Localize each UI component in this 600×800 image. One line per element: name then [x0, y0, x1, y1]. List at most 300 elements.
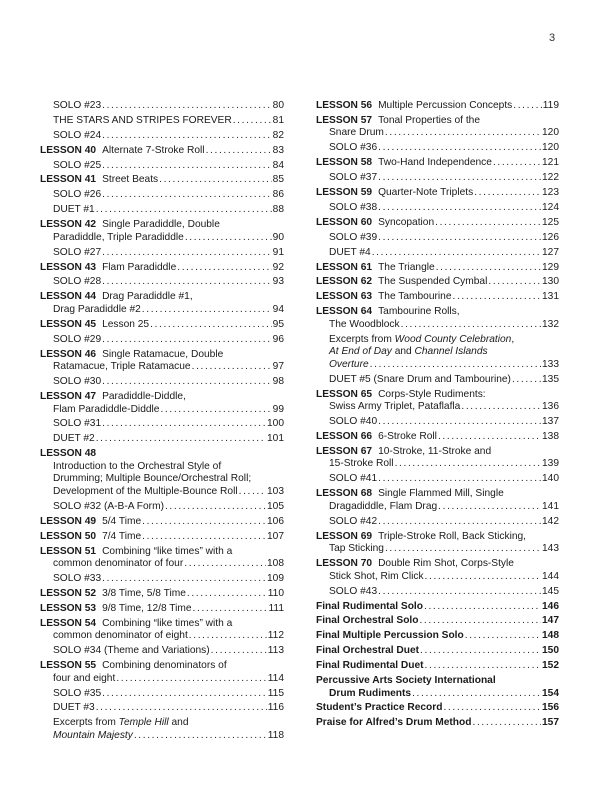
toc-entry[interactable]	[316, 115, 559, 140]
page-ref: 133	[542, 358, 559, 370]
toc-entry[interactable]	[40, 603, 284, 616]
dot-leader	[96, 204, 272, 217]
toc-entry[interactable]	[316, 416, 559, 429]
toc-line	[40, 174, 284, 187]
entry-title: Flam Paradiddle	[102, 261, 177, 273]
toc-line	[40, 391, 284, 404]
toc-entry[interactable]	[40, 717, 284, 742]
toc-entry[interactable]	[40, 319, 284, 332]
dot-leader	[177, 262, 271, 275]
page-ref: 139	[542, 458, 559, 470]
lesson-number: LESSON 58	[316, 157, 373, 169]
toc-line	[316, 276, 559, 289]
dot-leader	[436, 262, 541, 275]
entry-title: SOLO #40	[329, 416, 378, 428]
toc-line	[316, 115, 559, 128]
dot-leader	[102, 688, 267, 701]
toc-entry[interactable]	[40, 189, 284, 202]
entry-title: Excerpts from Temple Hill and	[53, 717, 189, 729]
toc-entry[interactable]	[316, 473, 559, 486]
toc-line	[40, 189, 284, 202]
entry-title: Percussive Arts Society International	[316, 674, 496, 686]
page-ref: 103	[267, 485, 284, 497]
dot-leader	[211, 645, 267, 658]
lesson-number: LESSON 60	[316, 216, 373, 228]
toc-entry[interactable]	[316, 276, 559, 289]
toc-entry[interactable]	[40, 573, 284, 586]
toc-right-column	[316, 100, 559, 732]
lesson-number: LESSON 67	[316, 445, 373, 457]
entry-title: Drumming; Multiple Bounce/Orchestral Roll;	[53, 473, 252, 485]
entry-title: Final Rudimental Duet	[316, 660, 424, 672]
page-ref: 127	[542, 246, 559, 258]
toc-line	[40, 688, 284, 701]
toc-line	[40, 473, 284, 486]
dot-leader	[465, 630, 541, 643]
entry-title: Overture	[329, 358, 369, 370]
toc-line	[40, 618, 284, 631]
page-ref: 140	[542, 473, 559, 485]
toc-entry[interactable]	[40, 160, 284, 173]
entry-title: SOLO #34 (Theme and Variations)	[53, 645, 210, 657]
entry-title: Development of the Multiple-Bounce Roll	[53, 485, 238, 497]
toc-line	[40, 516, 284, 529]
page-ref: 130	[542, 276, 559, 288]
page-ref: 90	[272, 231, 284, 243]
toc-entry[interactable]	[40, 531, 284, 544]
toc-entry[interactable]	[316, 675, 559, 700]
dot-leader	[425, 660, 541, 673]
page-ref: 82	[272, 129, 284, 141]
entry-title: The Suspended Cymbal	[378, 276, 488, 288]
toc-line	[40, 486, 284, 499]
page-ref: 116	[267, 702, 284, 714]
dot-leader	[419, 615, 541, 628]
toc-line	[316, 645, 559, 658]
toc-entry[interactable]	[316, 157, 559, 170]
toc-entry[interactable]	[40, 660, 284, 685]
toc-line	[316, 586, 559, 599]
toc-line	[40, 501, 284, 514]
page-ref: 125	[542, 216, 559, 228]
toc-entry[interactable]	[40, 115, 284, 128]
entry-title: 7/4 Time	[102, 530, 142, 542]
toc-entry[interactable]	[316, 615, 559, 628]
dot-leader	[378, 172, 541, 185]
toc-entry[interactable]	[40, 145, 284, 158]
entry-title: Praise for Alfred’s Drum Method	[316, 717, 472, 729]
entry-title: DUET #2	[53, 433, 95, 445]
toc-line	[316, 142, 559, 155]
entry-title: Quarter-Note Triplets	[378, 187, 474, 199]
toc-line	[40, 319, 284, 332]
toc-entry[interactable]	[316, 558, 559, 583]
toc-entry[interactable]	[316, 717, 559, 730]
lesson-number: LESSON 52	[40, 587, 97, 599]
lesson-number: LESSON 48	[40, 448, 97, 460]
toc-entry[interactable]	[40, 291, 284, 316]
toc-entry[interactable]	[316, 431, 559, 444]
entry-title: SOLO #24	[53, 129, 102, 141]
toc-entry[interactable]	[40, 546, 284, 571]
page-ref: 109	[267, 573, 284, 585]
toc-line	[316, 127, 559, 140]
entry-title: SOLO #39	[329, 231, 378, 243]
page-number: 3	[549, 32, 556, 44]
toc-entry[interactable]	[40, 247, 284, 260]
toc-entry[interactable]	[316, 334, 559, 372]
page-ref: 146	[542, 600, 559, 612]
dot-leader	[142, 304, 272, 317]
entry-title: Corps-Style Rudiments:	[378, 388, 486, 400]
dot-leader	[102, 247, 272, 260]
page-ref: 147	[542, 615, 559, 627]
lesson-number: LESSON 51	[40, 545, 97, 557]
entry-title: Mountain Majesty	[53, 729, 133, 741]
toc-line	[40, 433, 284, 446]
lesson-number: LESSON 53	[40, 602, 97, 614]
lesson-number: LESSON 43	[40, 261, 97, 273]
lesson-number: LESSON 63	[316, 291, 373, 303]
lesson-number: LESSON 42	[40, 219, 97, 231]
dot-leader	[435, 217, 541, 230]
toc-entry[interactable]	[40, 588, 284, 601]
entry-title: Ratamacue, Triple Ratamacue	[53, 361, 191, 373]
entry-title: Paradiddle-Diddle,	[102, 390, 186, 402]
page-ref: 97	[272, 361, 284, 373]
entry-title: common denominator of eight	[53, 630, 188, 642]
toc-entry[interactable]	[40, 618, 284, 643]
entry-title: SOLO #26	[53, 189, 102, 201]
toc-line	[40, 291, 284, 304]
toc-entry[interactable]	[40, 376, 284, 389]
entry-title: 5/4 Time	[102, 515, 142, 527]
entry-title: Combining “like times” with a	[102, 617, 233, 629]
toc-entry[interactable]	[316, 262, 559, 275]
dot-leader	[206, 145, 272, 158]
toc-entry[interactable]	[316, 232, 559, 245]
dot-leader	[134, 730, 267, 743]
toc-line	[316, 157, 559, 170]
toc-line	[316, 488, 559, 501]
dot-leader	[385, 543, 541, 556]
dot-leader	[96, 433, 266, 446]
page-ref: 95	[272, 318, 284, 330]
toc-line	[40, 349, 284, 362]
dot-leader	[472, 717, 541, 730]
toc-entry[interactable]	[40, 702, 284, 715]
entry-title: common denominator of four	[53, 558, 184, 570]
toc-entry[interactable]	[316, 389, 559, 414]
entry-title: SOLO #27	[53, 246, 102, 258]
dot-leader	[142, 531, 266, 544]
dot-leader	[378, 202, 541, 215]
entry-title: Final Rudimental Solo	[316, 600, 423, 612]
toc-entry[interactable]	[316, 630, 559, 643]
lesson-number: LESSON 61	[316, 261, 373, 273]
lesson-number: LESSON 46	[40, 348, 97, 360]
toc-entry[interactable]	[40, 130, 284, 143]
toc-line	[40, 546, 284, 559]
toc-entry[interactable]	[40, 204, 284, 217]
toc-line	[40, 404, 284, 417]
dot-leader	[102, 130, 272, 143]
toc-entry[interactable]	[316, 100, 559, 113]
entry-title: SOLO #23	[53, 100, 102, 111]
entry-title: SOLO #35	[53, 687, 102, 699]
toc-entry[interactable]	[40, 276, 284, 289]
toc-line	[316, 446, 559, 459]
page-ref: 132	[542, 318, 559, 330]
page-ref: 157	[542, 717, 559, 729]
toc-entry[interactable]	[40, 688, 284, 701]
toc-entry[interactable]	[316, 586, 559, 599]
entry-title: Triple-Stroke Roll, Back Sticking,	[378, 530, 527, 542]
toc-entry[interactable]	[316, 446, 559, 471]
toc-line	[316, 262, 559, 275]
toc-line	[316, 630, 559, 643]
entry-title: Paradiddle, Triple Paradiddle	[53, 231, 184, 243]
toc-line	[40, 558, 284, 571]
dot-leader	[192, 361, 272, 374]
page-ref: 105	[267, 500, 284, 512]
page-ref: 152	[542, 660, 559, 672]
entry-title: 10-Stroke, 11-Stroke and	[378, 445, 492, 457]
dot-leader	[378, 516, 541, 529]
entry-title: Single Flammed Mill, Single	[378, 488, 504, 500]
page-ref: 120	[542, 127, 559, 139]
toc-line	[40, 115, 284, 128]
page-ref: 126	[542, 231, 559, 243]
toc-line	[40, 573, 284, 586]
page-ref: 138	[542, 431, 559, 442]
toc-entry[interactable]	[316, 645, 559, 658]
entry-title: Lesson 25	[102, 318, 150, 330]
page-ref: 83	[272, 144, 284, 156]
dot-leader	[102, 334, 272, 347]
toc-line	[40, 461, 284, 474]
lesson-number: LESSON 41	[40, 174, 97, 186]
dot-leader	[185, 232, 272, 245]
toc-line	[316, 401, 559, 414]
toc-entry[interactable]	[40, 645, 284, 658]
toc-line	[316, 217, 559, 230]
dot-leader	[438, 501, 541, 514]
toc-line	[40, 588, 284, 601]
lesson-number: LESSON 44	[40, 291, 97, 303]
lesson-number: LESSON 57	[316, 114, 373, 126]
dot-leader	[443, 702, 541, 715]
dot-leader	[378, 142, 541, 155]
page-ref: 136	[542, 401, 559, 413]
toc-line	[316, 688, 559, 701]
lesson-number: LESSON 55	[40, 660, 97, 672]
toc-entry[interactable]	[316, 601, 559, 614]
entry-title: SOLO #36	[329, 142, 378, 154]
toc-entry[interactable]	[316, 142, 559, 155]
entry-title: SOLO #43	[329, 585, 378, 597]
dot-leader	[424, 601, 541, 614]
toc-line	[40, 160, 284, 173]
page-ref: 108	[267, 558, 284, 570]
lesson-number: LESSON 49	[40, 515, 97, 527]
toc-line	[316, 558, 559, 571]
entry-title: Swiss Army Triplet, Pataflafla	[329, 401, 461, 413]
page-ref: 150	[542, 645, 559, 657]
entry-title: SOLO #41	[329, 473, 378, 485]
dot-leader	[425, 571, 541, 584]
lesson-number: LESSON 62	[316, 276, 373, 288]
entry-title: Tap Sticking	[329, 543, 384, 555]
page-ref: 143	[542, 543, 559, 555]
page-ref: 129	[542, 261, 559, 273]
toc-line	[316, 232, 559, 245]
dot-leader	[453, 291, 542, 304]
toc-entry[interactable]	[316, 306, 559, 331]
entry-title: SOLO #29	[53, 333, 102, 345]
toc-line	[40, 717, 284, 730]
toc-entry[interactable]	[316, 488, 559, 513]
dot-leader	[412, 688, 541, 701]
toc-line	[40, 130, 284, 143]
toc-left-column	[40, 100, 284, 745]
toc-line	[40, 531, 284, 544]
entry-title: 6-Stroke Roll	[378, 431, 437, 442]
page-ref: 137	[542, 416, 559, 428]
page-ref: 81	[272, 114, 284, 126]
entry-title: Tonal Properties of the	[378, 114, 480, 126]
toc-entry[interactable]	[316, 202, 559, 215]
dot-leader	[160, 404, 271, 417]
toc-line	[316, 702, 559, 715]
dot-leader	[239, 486, 266, 499]
dot-leader	[102, 276, 272, 289]
page-ref: 106	[267, 515, 284, 527]
entry-title: The Tambourine	[378, 291, 452, 303]
page-ref: 144	[542, 570, 559, 582]
dot-leader	[512, 374, 541, 387]
toc-entry[interactable]	[316, 217, 559, 230]
page-ref: 118	[267, 729, 284, 741]
toc-entry[interactable]	[316, 172, 559, 185]
lesson-number: LESSON 40	[40, 144, 97, 156]
page-ref: 141	[542, 500, 559, 512]
entry-title: Alternate 7-Stroke Roll	[102, 144, 205, 156]
toc-line	[40, 730, 284, 743]
toc-entry[interactable]	[40, 433, 284, 446]
entry-title: 3/8 Time, 5/8 Time	[102, 587, 186, 599]
lesson-number: LESSON 54	[40, 617, 97, 629]
dot-leader	[184, 558, 266, 571]
toc-entry[interactable]	[316, 187, 559, 200]
toc-entry[interactable]	[40, 516, 284, 529]
dot-leader	[370, 359, 541, 372]
entry-title: Combining “like times” with a	[102, 545, 233, 557]
dot-leader	[102, 573, 266, 586]
toc-line	[316, 319, 559, 332]
entry-title: Final Orchestral Solo	[316, 615, 419, 627]
toc-entry[interactable]	[316, 291, 559, 304]
toc-line	[316, 458, 559, 471]
lesson-number: LESSON 68	[316, 488, 373, 500]
toc-line	[40, 219, 284, 232]
toc-entry[interactable]	[40, 418, 284, 431]
toc-line	[40, 702, 284, 715]
toc-line	[40, 603, 284, 616]
toc-line	[316, 247, 559, 260]
dot-leader	[378, 473, 541, 486]
dot-leader	[233, 115, 272, 128]
lesson-number: LESSON 59	[316, 187, 373, 199]
page-ref: 91	[272, 246, 284, 258]
toc-entry[interactable]	[40, 349, 284, 374]
toc-entry[interactable]	[40, 262, 284, 275]
page-ref: 110	[267, 587, 284, 599]
toc-entry[interactable]	[316, 516, 559, 529]
page-ref: 80	[272, 100, 284, 111]
dot-leader	[96, 702, 267, 715]
entry-title: At End of Day and Channel Islands	[329, 346, 488, 358]
page-ref: 99	[272, 403, 284, 415]
toc-line	[40, 673, 284, 686]
toc-entry[interactable]	[40, 448, 284, 498]
page-ref: 115	[267, 687, 284, 699]
entry-title: Snare Drum	[329, 127, 384, 139]
entry-title: THE STARS AND STRIPES FOREVER	[53, 114, 232, 126]
toc-line	[40, 361, 284, 374]
toc-line	[316, 202, 559, 215]
dot-leader	[378, 416, 541, 429]
toc-entry[interactable]	[316, 702, 559, 715]
page-ref: 84	[272, 159, 284, 171]
toc-entry[interactable]	[316, 247, 559, 260]
page-ref: 156	[542, 702, 559, 714]
page-ref: 112	[267, 630, 284, 642]
dot-leader	[193, 603, 268, 616]
toc-entry[interactable]	[316, 374, 559, 387]
entry-title: The Woodblock	[329, 318, 400, 330]
toc-entry[interactable]	[40, 219, 284, 244]
dot-leader	[159, 174, 272, 187]
entry-title: SOLO #33	[53, 573, 102, 585]
toc-line	[316, 359, 559, 372]
dot-leader	[378, 232, 541, 245]
toc-entry[interactable]	[40, 334, 284, 347]
entry-title: SOLO #28	[53, 276, 102, 288]
toc-entry[interactable]	[40, 391, 284, 416]
toc-line	[316, 531, 559, 544]
entry-title: Stick Shot, Rim Click	[329, 570, 424, 582]
toc-line	[316, 416, 559, 429]
toc-line	[40, 262, 284, 275]
entry-title: Final Multiple Percussion Solo	[316, 630, 464, 642]
entry-title: The Triangle	[378, 261, 435, 273]
toc-entry[interactable]	[40, 501, 284, 514]
page-ref: 154	[542, 687, 559, 699]
page-ref: 120	[542, 142, 559, 154]
page-ref: 145	[542, 585, 559, 597]
entry-title: four and eight	[53, 672, 116, 684]
toc-entry[interactable]	[40, 174, 284, 187]
dot-leader	[401, 319, 541, 332]
toc-entry[interactable]	[40, 100, 284, 113]
toc-entry[interactable]	[316, 531, 559, 556]
toc-line	[40, 418, 284, 431]
lesson-number: LESSON 66	[316, 431, 373, 442]
dot-leader	[513, 100, 541, 113]
dot-leader	[187, 588, 267, 601]
toc-entry[interactable]	[316, 660, 559, 673]
